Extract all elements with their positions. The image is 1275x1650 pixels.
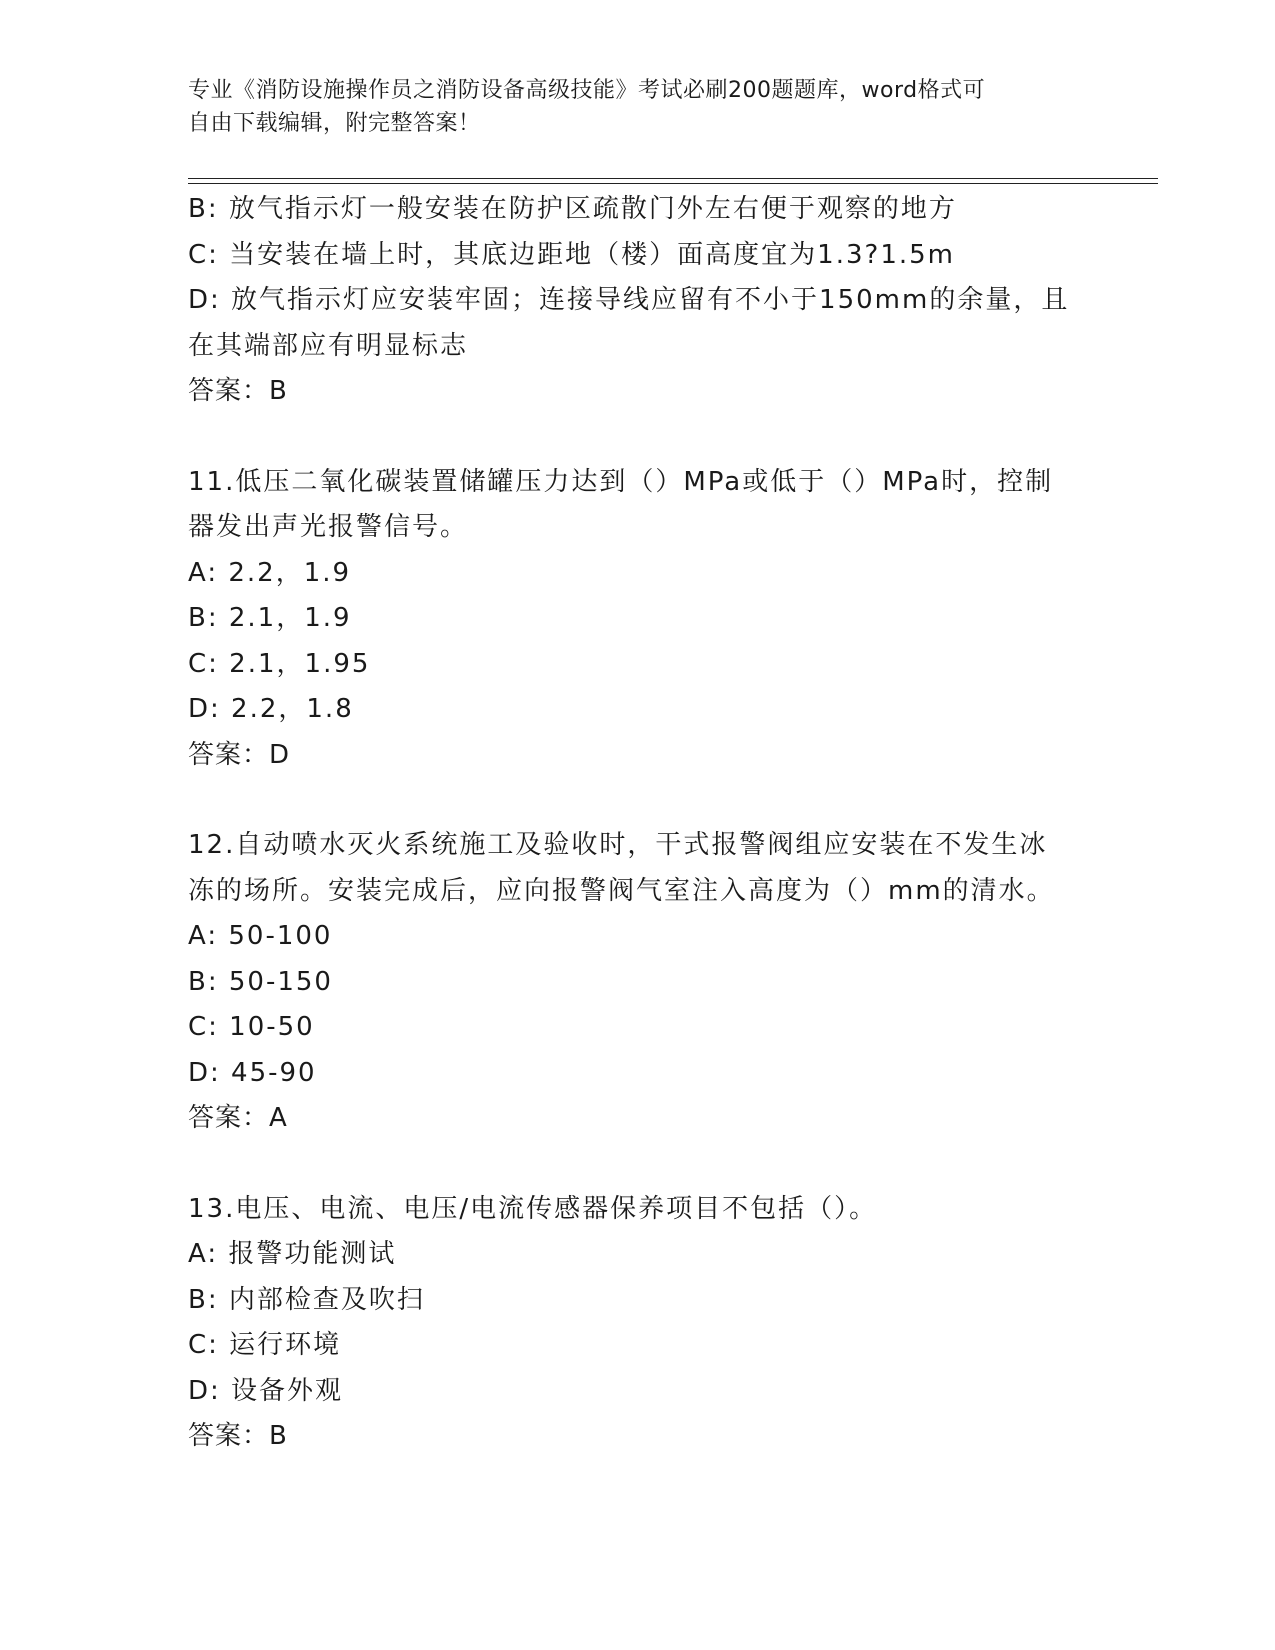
header-title-line-2: 自由下载编辑，附完整答案！ [188, 111, 481, 136]
q11-option-c: C: 2.1，1.95 [188, 648, 371, 679]
header-divider-bottom [188, 183, 1158, 184]
q13-option-b: B: 内部检查及吹扫 [188, 1284, 425, 1315]
q12-option-d: D: 45-90 [188, 1057, 317, 1088]
q13-stem-line-1: 13.电压、电流、电压/电流传感器保养项目不包括（）。 [188, 1193, 878, 1224]
q13-answer: 答案：B [188, 1421, 288, 1451]
q11-stem-line-2: 器发出声光报警信号。 [188, 512, 469, 542]
question-13 [188, 1187, 1088, 1460]
question-12 [188, 823, 1088, 1142]
spacer [188, 415, 1088, 460]
q12-stem-line-1: 12.自动喷水灭火系统施工及验收时，干式报警阀组应安装在不发生冰 [188, 830, 1048, 860]
q12-option-b: B: 50-150 [188, 966, 333, 997]
question-11 [188, 460, 1088, 779]
question-10-tail [188, 187, 1088, 415]
q12-answer: 答案：A [188, 1103, 288, 1133]
q13-option-d: D: 设备外观 [188, 1375, 344, 1406]
q12-option-a: A: 50-100 [188, 921, 333, 951]
q10-answer: 答案：B [188, 376, 288, 406]
header-divider-top [188, 178, 1158, 179]
q13-option-a: A: 报警功能测试 [188, 1239, 397, 1269]
q11-answer: 答案：D [188, 739, 291, 770]
q12-stem-line-2: 冻的场所。安装完成后，应向报警阀气室注入高度为（）mm的清水。 [188, 875, 1055, 906]
spacer [188, 778, 1088, 823]
question-content [188, 187, 1088, 1460]
q11-option-a: A: 2.2，1.9 [188, 557, 352, 588]
header-title-line-1: 专业《消防设施操作员之消防设备高级技能》考试必刷200题题库，word格式可 [188, 78, 986, 103]
q10-option-d-line-2: 在其端部应有明显标志 [188, 330, 469, 361]
q13-option-c: C: 运行环境 [188, 1330, 342, 1360]
document-header [188, 74, 1068, 140]
q11-stem-line-1: 11.低压二氧化碳装置储罐压力达到（）MPa或低于（）MPa时，控制 [188, 466, 1054, 497]
q11-option-b: B: 2.1，1.9 [188, 603, 352, 633]
q10-option-d-line-1: D: 放气指示灯应安装牢固；连接导线应留有不小于150mm的余量，且 [188, 285, 1070, 315]
q10-option-c: C: 当安装在墙上时，其底边距地（楼）面高度宜为1.3?1.5m [188, 239, 956, 270]
spacer [188, 1142, 1088, 1187]
q12-option-c: C: 10-50 [188, 1012, 315, 1042]
q11-option-d: D: 2.2，1.8 [188, 694, 354, 724]
q10-option-b: B: 放气指示灯一般安装在防护区疏散门外左右便于观察的地方 [188, 194, 957, 224]
